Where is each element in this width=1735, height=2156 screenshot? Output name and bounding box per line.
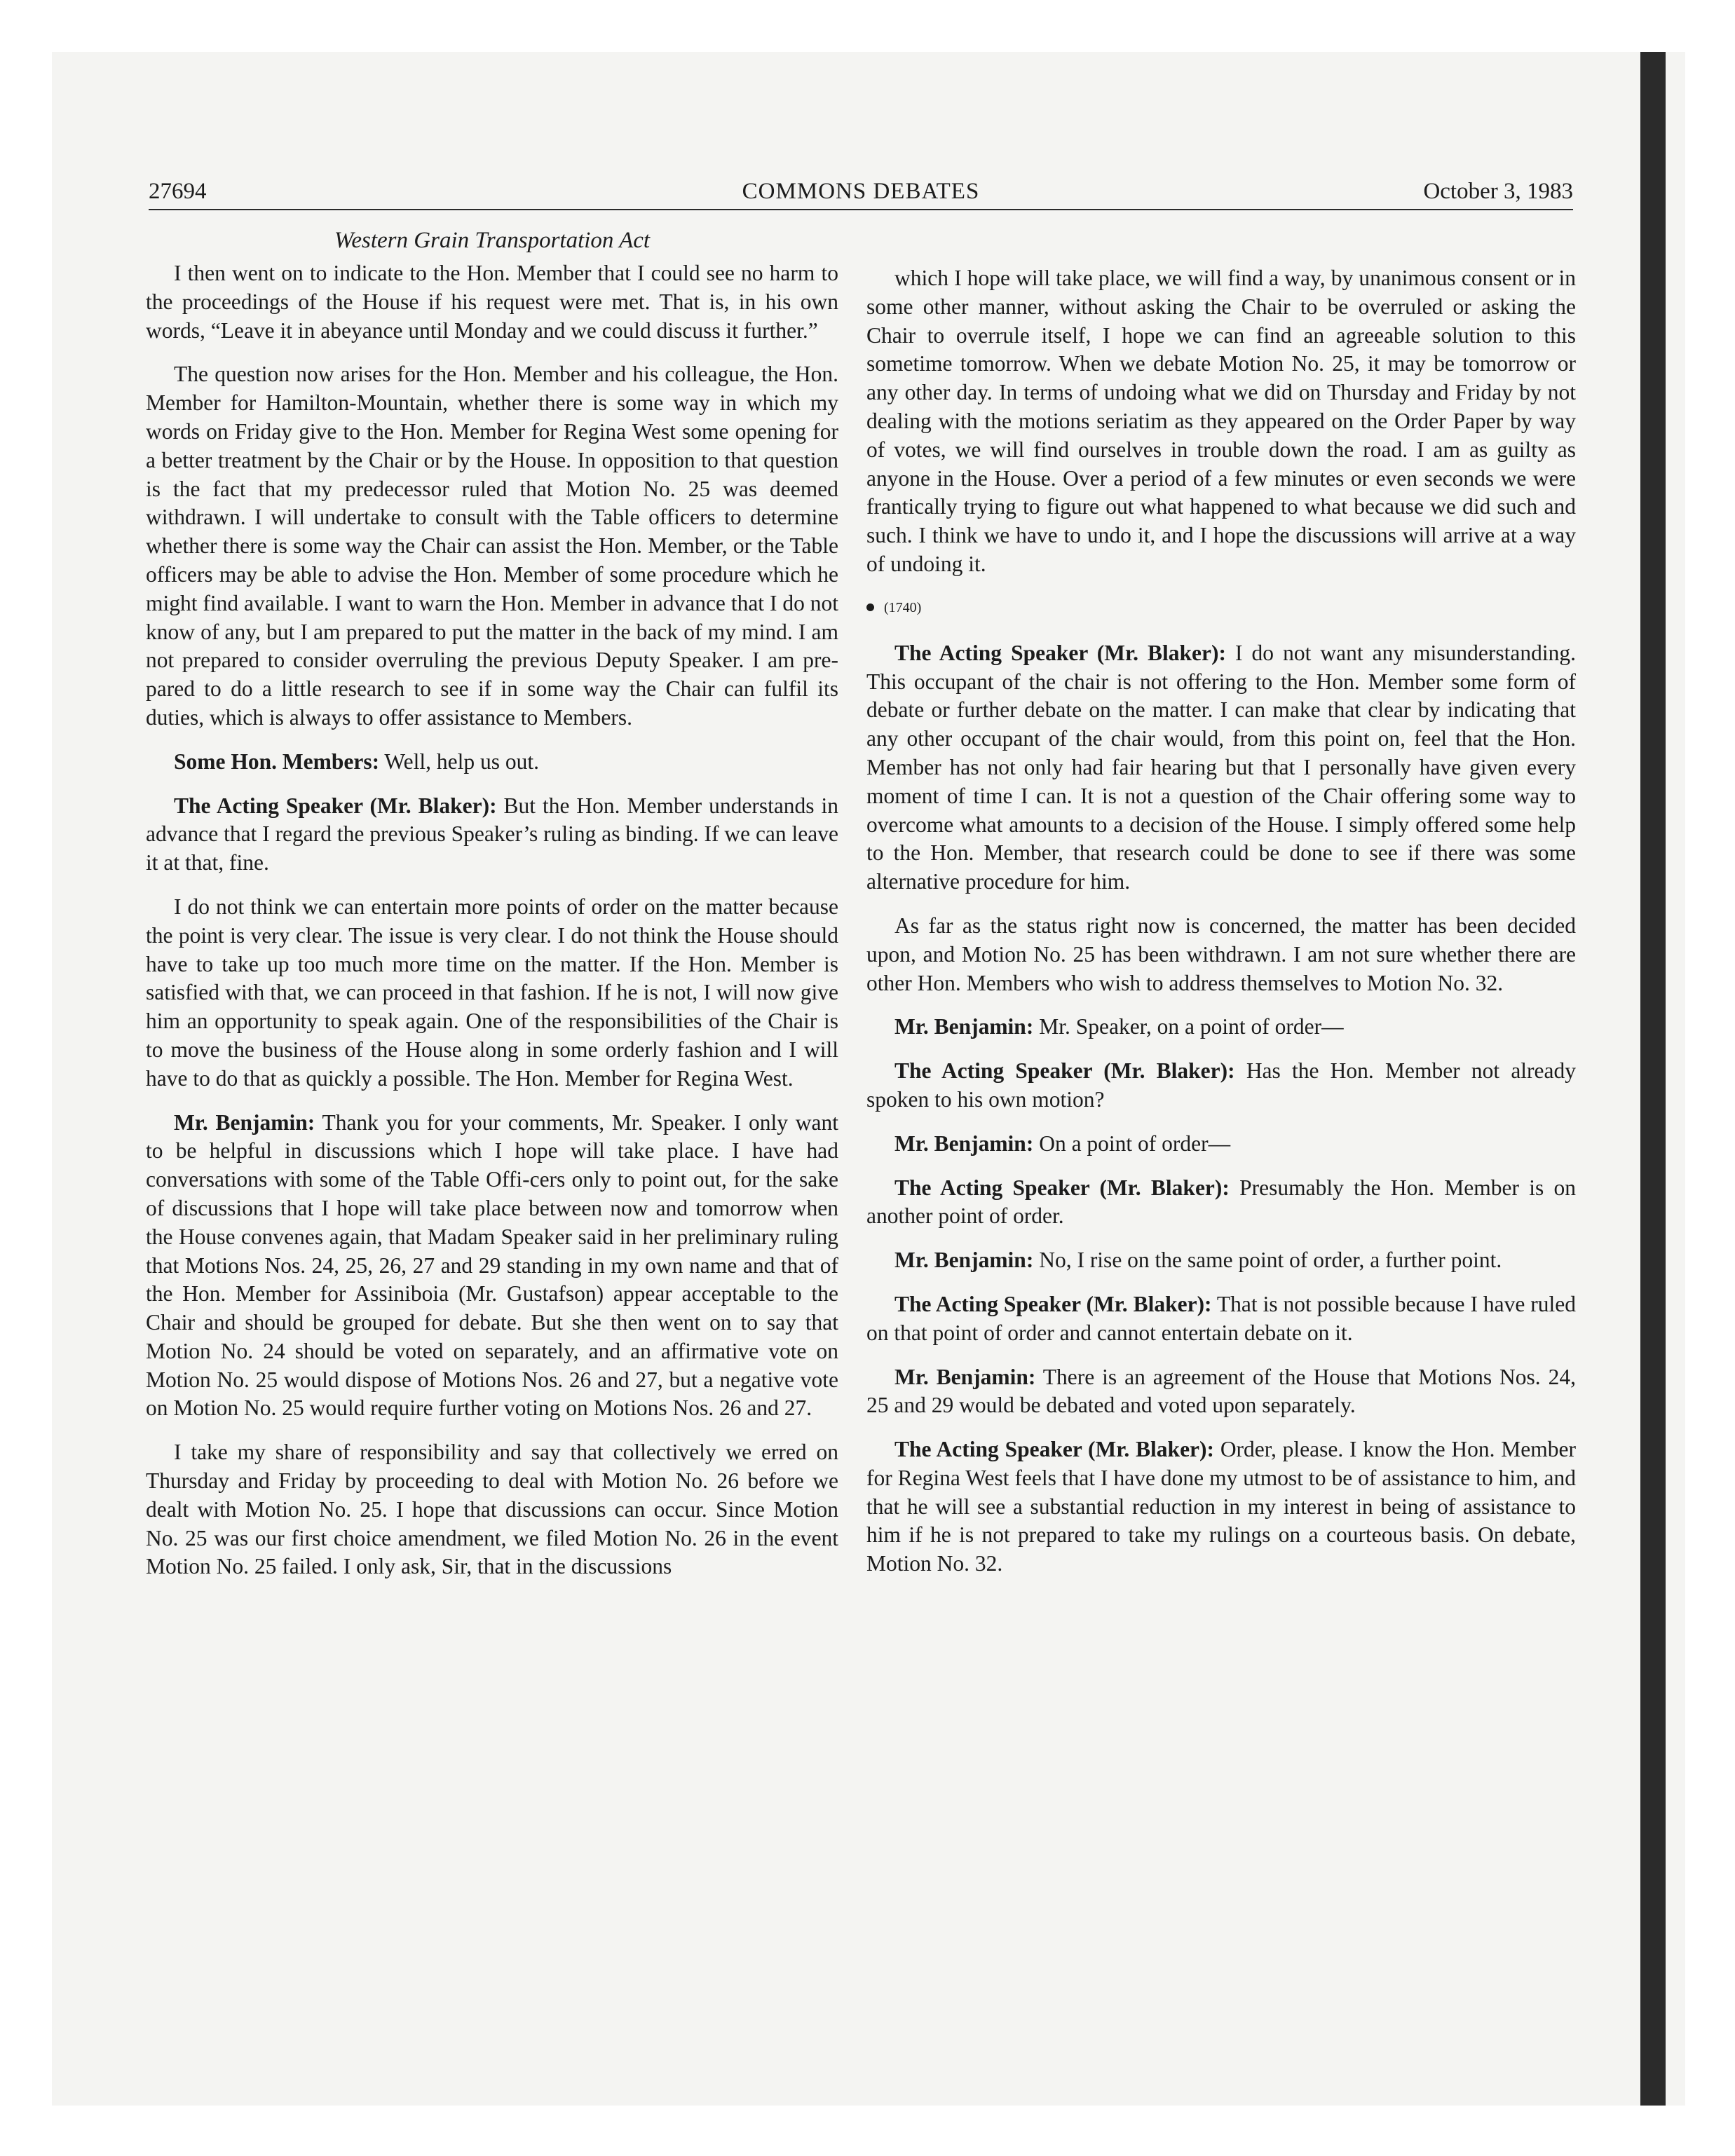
- paragraph-text: Presumably the Hon. Member is on another point of order.: [866, 1175, 1577, 1229]
- paragraph-text: The question now arises for the Hon. Member and his colleague, the Hon. Member for Hamilton-Mountain, whether there is some way in which my words on Friday give to the Hon. Member for Regina West some opening for a better treatment by the Chair or by the House. In opposition to that question is the fact that my predecessor ruled that Motion No. 25 was deemed withdrawn. I will undertake to consult with the Table officers to determine whether there is some way the Chair can assist the Hon. Member, or the Table officers may be able to advise the Hon. Member of some procedure which he might find available. I want to warn the Hon. Member in advance that I do not know of any, but I am prepared to put the matter in the back of my mind. I am not prepared to consider overruling the previous Deputy Speaker. I am pre-pared to do a little research to see if in some way the Chair can fulfil its duties, which is always to offer assistance to Members.: [146, 362, 838, 730]
- paragraph: [146, 792, 838, 878]
- paragraph-text: Well, help us out.: [384, 749, 539, 774]
- speaker-name: The Acting Speaker (Mr. Blaker):: [894, 1437, 1215, 1462]
- paragraph-text: Order, please. I know the Hon. Member for Regina West feels that I have done my utmost to be of assistance to him, and that he will see a substantial reduction in my interest in being of assistance to him if he is not prepared to take my rulings on a courteous basis. On debate, Motion No. 32.: [866, 1437, 1577, 1576]
- paragraph: [866, 1290, 1576, 1348]
- right-bottom-paragraphs: [866, 639, 1576, 1578]
- paragraph: [866, 1435, 1576, 1578]
- paragraph: [146, 748, 838, 777]
- paragraph-text: There is an agreement of the House that Motions Nos. 24, 25 and 29 would be debated and voted upon separately.: [866, 1364, 1576, 1418]
- speaker-name: Mr. Benjamin:: [894, 1014, 1034, 1039]
- speaker-name: The Acting Speaker (Mr. Blaker):: [894, 1058, 1235, 1084]
- paragraph-text: No, I rise on the same point of order, a further point.: [1039, 1248, 1502, 1273]
- paragraph-text: But the Hon. Member understands in advance that I regard the previous Speaker’s ruling as binding. If we can leave it at that, fine.: [146, 793, 838, 875]
- speaker-name: Mr. Benjamin:: [894, 1364, 1036, 1389]
- paragraph: [146, 259, 838, 345]
- journal-title: COMMONS DEBATES: [742, 179, 980, 204]
- paragraph: [146, 1438, 838, 1581]
- paragraph: [866, 1057, 1576, 1114]
- speaker-name: Some Hon. Members:: [174, 749, 380, 774]
- speaker-name: The Acting Speaker (Mr. Blaker):: [894, 1291, 1212, 1316]
- speaker-name: The Acting Speaker (Mr. Blaker):: [894, 1175, 1230, 1200]
- paragraph: [866, 1174, 1576, 1231]
- paragraph: [866, 639, 1576, 896]
- right-column: [866, 264, 1576, 1594]
- paragraph-text: Thank you for your comments, Mr. Speaker. I only want to be helpful in discussions which I hope will take place. I have had conversations with some of the Table Offi-cers only to point out, for the sake of discussions that I hope will take place between now and tomorrow when the House convenes again, that Madam Speaker said in her preliminary ruling that Motions Nos. 24, 25, 26, 27 and 29 standing in my own name and that of the Hon. Member for Assiniboia (Mr. Gustafson) appear acceptable to the Chair and should be grouped for debate. But she then went on to say that Motion No. 24 should be voted on separately, and an affirmative vote on Motion No. 25 would dispose of Motions Nos. 26 and 27, but a negative vote on Motion No. 25 would require further voting on Motions Nos. 26 and 27.: [146, 1110, 838, 1421]
- bullet-icon: [866, 603, 874, 611]
- timestamp-marker: [866, 597, 1576, 618]
- left-paragraphs: [146, 259, 838, 1581]
- speaker-name: Mr. Benjamin:: [894, 1131, 1034, 1156]
- paragraph-text: I take my share of responsibility and say that collectively we erred on Thursday and Friday by proceeding to deal with Motion No. 26 before we dealt with Motion No. 25. I hope that discussions can occur. Since Motion No. 25 was our first choice amendment, we filed Motion No. 26 in the event Motion No. 25 failed. I only ask, Sir, that in the discussions: [146, 1440, 838, 1579]
- paragraph-text: I do not think we can entertain more points of order on the matter because the point is very clear. The issue is very clear. I do not think the House should have to take up too much more time on the matter. If the Hon. Member is satisfied with that, we can proceed in that fashion. If he is not, I will now give him an opportunity to speak again. One of the responsibilities of the Chair is to move the business of the House along in some orderly fashion and I will have to do that as quickly a possible. The Hon. Member for Regina West.: [146, 894, 838, 1091]
- left-column: [146, 226, 838, 1597]
- paragraph-text: I then went on to indicate to the Hon. Member that I could see no harm to the proceedings of the House if his request were met. That is, in his own words, “Leave it in abeyance until Monday and we could discuss it further.”: [146, 261, 838, 343]
- speaker-name: Mr. Benjamin:: [174, 1110, 315, 1135]
- speaker-name: The Acting Speaker (Mr. Blaker):: [894, 640, 1226, 665]
- paragraph: [146, 360, 838, 732]
- page-header: [149, 174, 1573, 210]
- speaker-name: The Acting Speaker (Mr. Blaker):: [174, 793, 497, 818]
- paragraph: [866, 912, 1576, 997]
- paragraph: [146, 893, 838, 1093]
- right-top-paragraphs: [866, 264, 1576, 579]
- page-number: 27694: [149, 179, 207, 204]
- paragraph-text: Has the Hon. Member not already spoken to his own motion?: [866, 1058, 1577, 1112]
- paragraph-text: which I hope will take place, we will find a way, by unanimous consent or in some other manner, without asking the Chair to be overruled or asking the Chair to overrule itself, I hope we can find an agreeable solution to this sometime tomorrow. When we debate Motion No. 25, it may be tomorrow or any other day. In terms of undoing what we did on Thursday and Friday by not dealing with the motions seriatim as they appeared on the Order Paper by way of votes, we will find ourselves in trouble down the road. I am as guilty as anyone in the House. Over a period of a few minutes or even seconds we were frantically trying to figure out what happened to what because we did such and such. I think we have to undo it, and I hope the discussions will arrive at a way of undoing it.: [866, 266, 1576, 576]
- publication-date: October 3, 1983: [1423, 179, 1573, 204]
- binding-edge: [1640, 52, 1666, 2106]
- paragraph: [866, 1130, 1576, 1159]
- paragraph-text: That is not possible because I have ruled on that point of order and cannot entertain debate on it.: [866, 1291, 1576, 1345]
- timestamp-text: (1740): [884, 599, 922, 615]
- paragraph-text: On a point of order—: [1039, 1131, 1231, 1156]
- paragraph: [866, 1363, 1576, 1421]
- paragraph-text: As far as the status right now is concerned, the matter has been decided upon, and Motion No. 25 has been withdrawn. I am not sure whether there are other Hon. Members who wish to address themselves to Motion No. 32.: [866, 913, 1576, 995]
- paragraph-text: Mr. Speaker, on a point of order—: [1039, 1014, 1344, 1039]
- section-title: Western Grain Transportation Act: [334, 228, 651, 253]
- paragraph: [146, 1109, 838, 1424]
- paragraph-text: I do not want any misunderstanding. This occupant of the chair is not offering to the Hon. Member some form of debate or further debate on the matter. I can make that clear by indicating that any other occupant of the chair would, from this point on, feel that the Hon. Member has not only had fair hearing but that I personally have given every moment of time I can. It is not a question of the Chair offering some way to overcome what amounts to a decision of the House. I simply offered some help to the Hon. Member, that research could be done to see if there was some alternative procedure for him.: [866, 640, 1577, 894]
- paragraph: [866, 1013, 1576, 1042]
- paragraph: [866, 1246, 1576, 1275]
- paragraph: [866, 264, 1576, 579]
- speaker-name: Mr. Benjamin:: [894, 1248, 1034, 1273]
